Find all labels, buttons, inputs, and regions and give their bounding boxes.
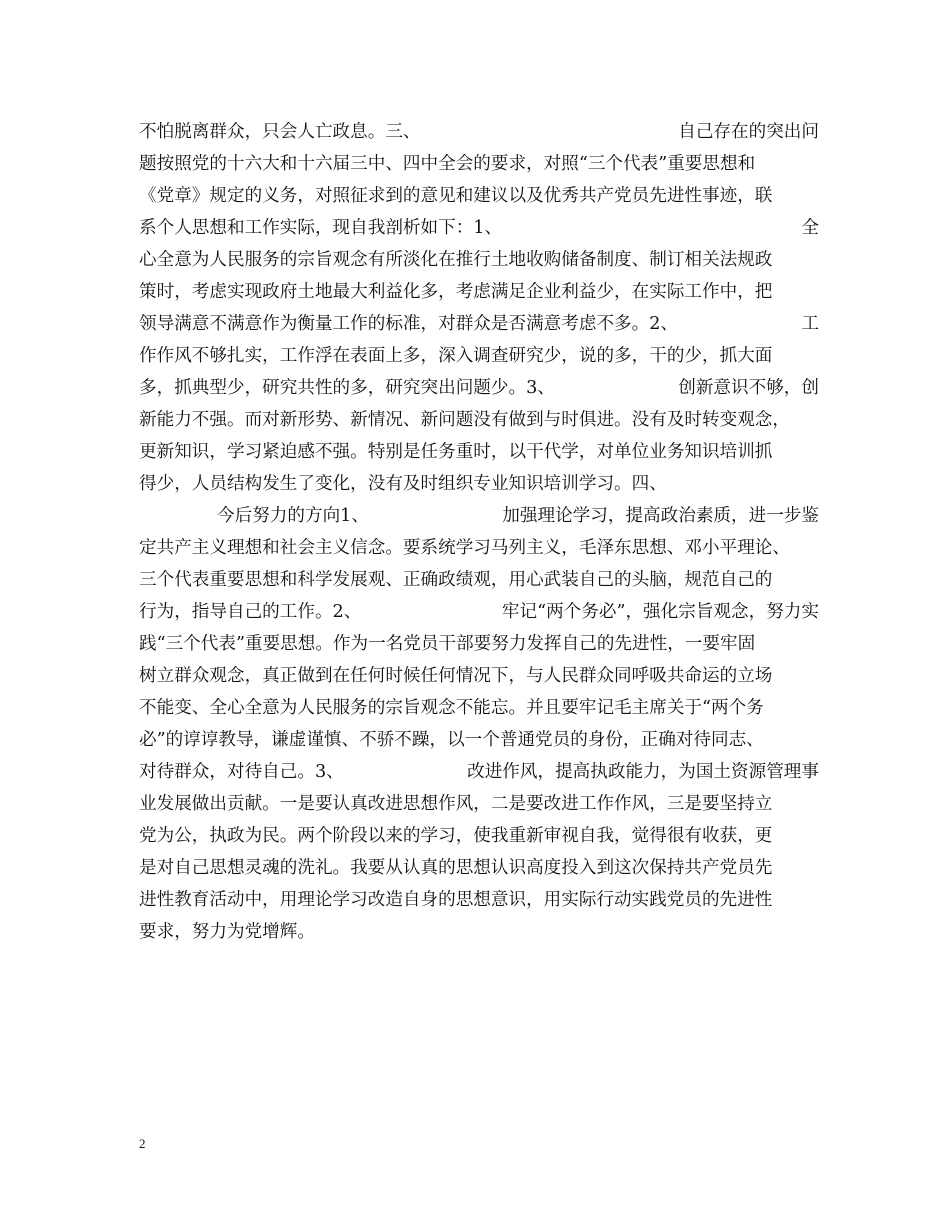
text-segment: 更新知识，学习紧迫感不强。特别是任务重时，以干代学，对单位业务知识培训抓	[139, 442, 773, 462]
text-segment: 树立群众观念，真正做到在任何时候任何情况下，与人民群众同呼吸共命运的立场	[139, 666, 773, 686]
text-segment: 不怕脱离群众，只会人亡政息。三、	[139, 122, 421, 142]
text-line	[139, 628, 819, 660]
text-segment: 牢记“两个务必”，强化宗旨观念，努力实	[501, 602, 819, 622]
text-line	[139, 820, 819, 852]
text-segment: 改进作风，提高执政能力，为国土资源管理事	[467, 762, 819, 782]
text-segment: 是对自己思想灵魂的洗礼。我要从认真的思想认识高度投入到这次保持共产党员先	[139, 858, 773, 878]
text-line	[139, 404, 819, 436]
text-segment: 三个代表重要思想和科学发展观、正确政绩观，用心武装自己的头脑，规范自己的	[139, 570, 773, 590]
text-line	[139, 532, 819, 564]
text-segment: 行为，指导自己的工作。2、	[139, 602, 362, 622]
text-line	[139, 596, 819, 628]
text-segment: 作作风不够扎实，工作浮在表面上多，深入调查研究少，说的多，干的少，抓大面	[139, 346, 773, 366]
text-segment: 创新意识不够，创	[678, 378, 819, 398]
text-line	[139, 180, 819, 212]
text-line	[139, 244, 819, 276]
text-line	[139, 916, 819, 948]
text-line	[139, 340, 819, 372]
text-line	[139, 756, 819, 788]
text-segment: 践“三个代表”重要思想。作为一名党员干部要努力发挥自己的先进性，一要牢固	[139, 634, 756, 654]
text-segment: 加强理论学习，提高政治素质，进一步鉴	[502, 506, 819, 526]
body-text	[139, 116, 819, 948]
text-segment: 工	[801, 314, 819, 334]
text-segment: 不能变、全心全意为人民服务的宗旨观念不能忘。并且要牢记毛主席关于“两个务	[139, 698, 764, 718]
text-line	[139, 468, 819, 500]
text-segment: 必”的谆谆教导，谦虚谨慎、不骄不躁，以一个普通党员的身份，正确对待同志、	[139, 730, 764, 750]
text-segment: 全	[801, 218, 819, 238]
text-line	[139, 276, 819, 308]
text-line	[139, 212, 819, 244]
page-number: 2	[139, 1136, 146, 1151]
text-segment: 《党章》规定的义务，对照征求到的意见和建议以及优秀共产党员先进性事迹，联	[139, 186, 773, 206]
text-line	[139, 692, 819, 724]
text-segment: 要求，努力为党增辉。	[139, 922, 315, 942]
text-segment: 定共产主义理想和社会主义信念。要系统学习马列主义，毛泽东思想、邓小平理论、	[139, 538, 790, 558]
text-segment: 今后努力的方向1、	[217, 506, 369, 526]
text-segment: 心全意为人民服务的宗旨观念有所淡化在推行土地收购储备制度、制订相关法规政	[139, 250, 773, 270]
text-line	[139, 436, 819, 468]
text-line	[139, 116, 819, 148]
text-segment: 题按照党的十六大和十六届三中、四中全会的要求，对照“三个代表”重要思想和	[139, 154, 756, 174]
text-line	[139, 884, 819, 916]
text-line	[139, 308, 819, 340]
text-segment: 自己存在的突出问	[678, 122, 819, 142]
text-segment: 多，抓典型少，研究共性的多，研究突出问题少。3、	[139, 378, 555, 398]
text-segment: 党为公，执政为民。两个阶段以来的学习，使我重新审视自我，觉得很有收获，更	[139, 826, 773, 846]
text-segment: 系个人思想和工作实际，现自我剖析如下：1、	[139, 218, 503, 238]
text-line	[139, 148, 819, 180]
text-line	[139, 660, 819, 692]
text-segment: 新能力不强。而对新形势、新情况、新问题没有做到与时俱进。没有及时转变观念，	[139, 410, 790, 430]
text-line	[139, 852, 819, 884]
text-segment: 业发展做出贡献。一是要认真改进思想作风，二是要改进工作作风，三是要坚持立	[139, 794, 773, 814]
text-segment: 得少，人员结构发生了变化，没有及时组织专业知识培训学习。四、	[139, 474, 667, 494]
text-segment: 对待群众，对待自己。3、	[139, 762, 344, 782]
text-segment: 进性教育活动中，用理论学习改造自身的思想意识，用实际行动实践党员的先进性	[139, 890, 773, 910]
text-line	[139, 564, 819, 596]
text-line	[139, 500, 819, 532]
text-segment: 领导满意不满意作为衡量工作的标准，对群众是否满意考虑不多。2、	[139, 314, 679, 334]
text-line	[139, 788, 819, 820]
text-line	[139, 372, 819, 404]
text-line	[139, 724, 819, 756]
text-segment: 策时，考虑实现政府土地最大利益化多，考虑满足企业利益少，在实际工作中，把	[139, 282, 773, 302]
